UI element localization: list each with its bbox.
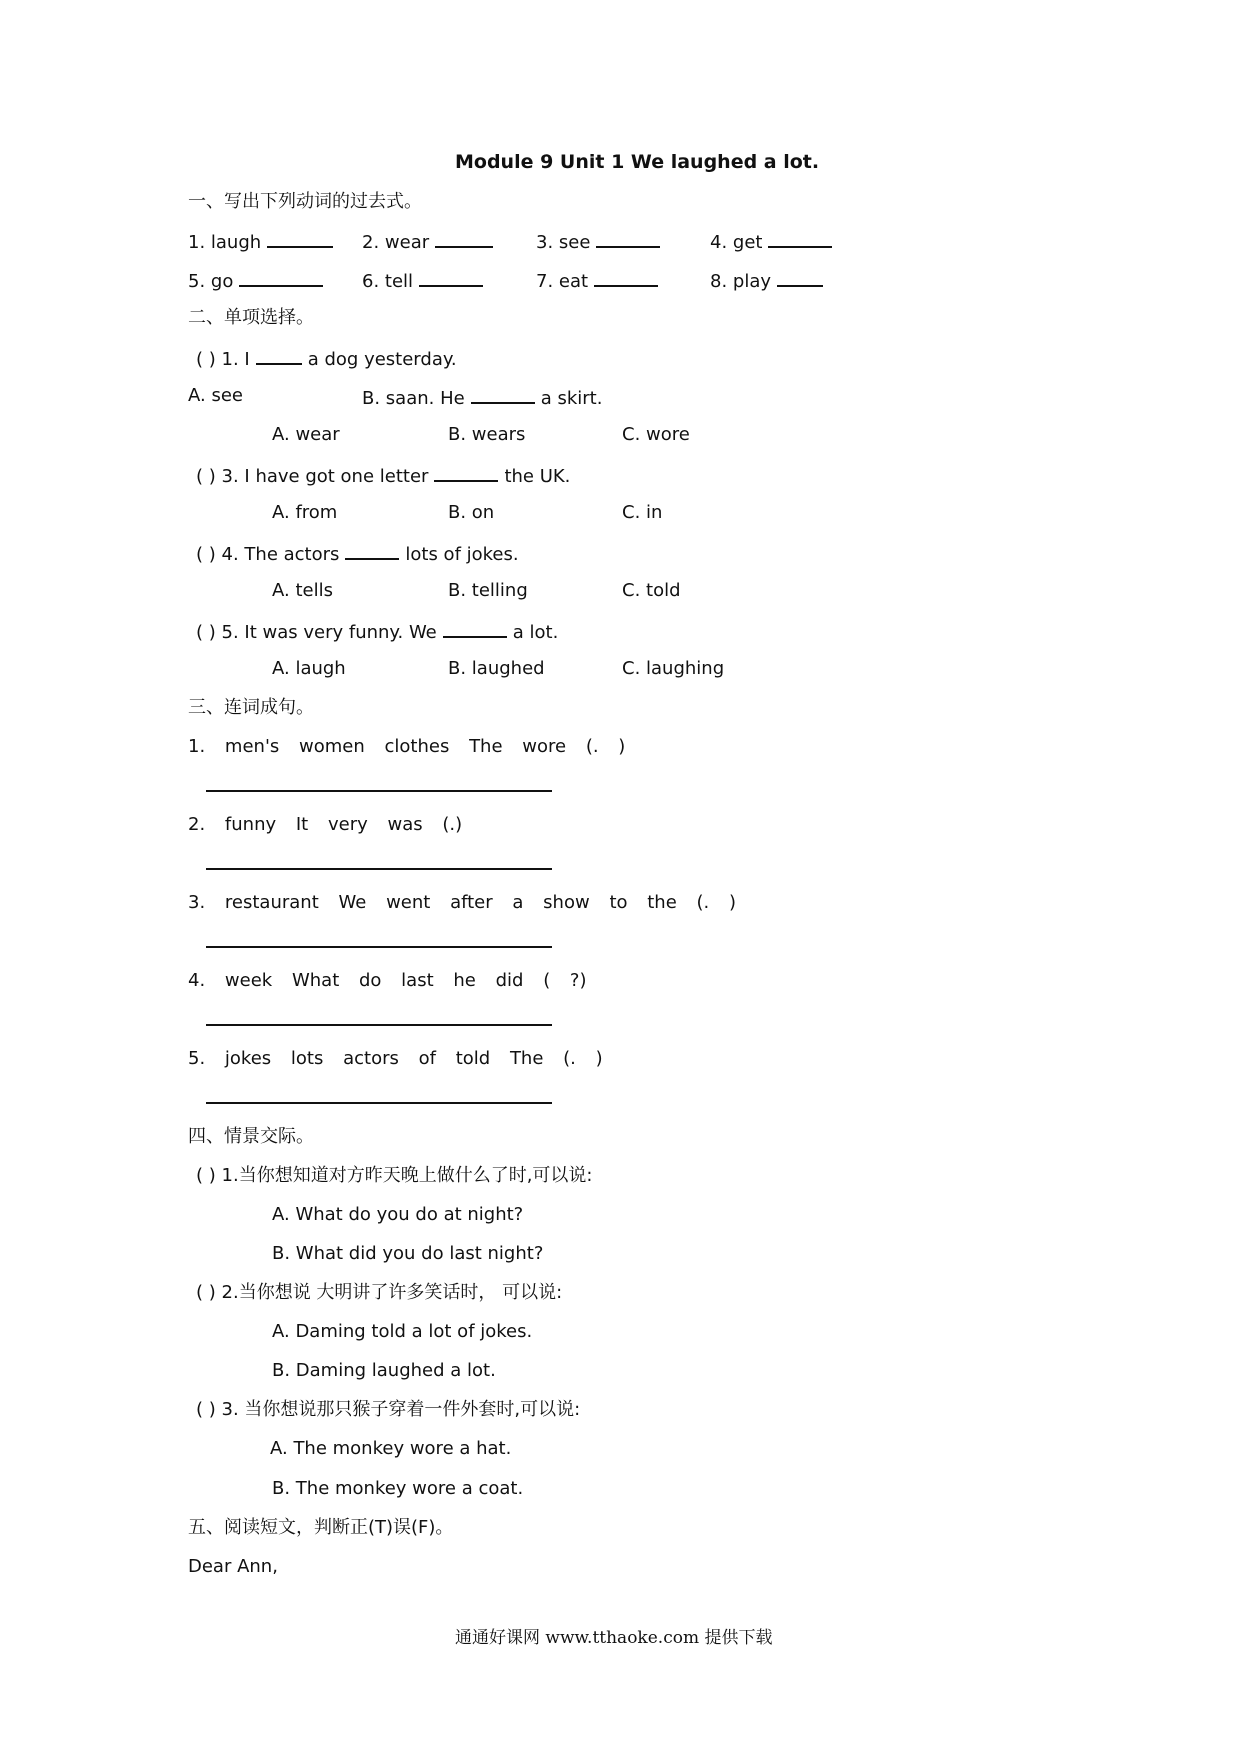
answer-paren: ( )	[196, 1282, 216, 1303]
option: A. laugh	[272, 658, 346, 679]
answer-paren: ( )	[196, 544, 216, 565]
verb-label: 2. wear	[362, 232, 430, 253]
question-text-before: 1. I	[221, 349, 250, 370]
page-footer: 通通好课网 www.tthaoke.com 提供下载	[455, 1628, 773, 1648]
word: very	[327, 814, 368, 835]
option: B. wears	[448, 424, 526, 445]
word: It	[295, 814, 309, 835]
word: clothes	[384, 736, 450, 757]
word: ( ?)	[543, 970, 587, 991]
word: The	[509, 1048, 544, 1069]
answer-paren: ( )	[196, 466, 216, 487]
item-number: 1.	[188, 736, 206, 757]
word: he	[453, 970, 476, 991]
verb-label: 1. laugh	[188, 232, 262, 253]
scramble-item-2	[188, 813, 462, 837]
scramble-item-3	[188, 891, 736, 915]
word: restaurant	[224, 892, 319, 913]
section-4-heading: 四、情景交际。	[188, 1126, 314, 1147]
option: A. wear	[272, 424, 340, 445]
verb-item	[536, 228, 666, 255]
section-3-heading: 三、连词成句。	[188, 697, 314, 718]
mc-question-5	[196, 618, 558, 645]
mc-question-4	[196, 540, 519, 567]
word: do	[358, 970, 382, 991]
option: C. in	[622, 502, 663, 523]
item-number: 2.	[188, 814, 206, 835]
answer-line	[206, 946, 552, 948]
word: week	[224, 970, 273, 991]
word: women	[299, 736, 365, 757]
option: B. on	[448, 502, 495, 523]
word: (. )	[563, 1048, 603, 1069]
option: C. told	[622, 580, 681, 601]
answer-line	[206, 790, 552, 792]
answer-line	[206, 1024, 552, 1026]
answer-paren: ( )	[196, 349, 216, 370]
option: A. from	[272, 502, 338, 523]
verb-item	[362, 267, 489, 294]
word: did	[495, 970, 524, 991]
word: was	[387, 814, 423, 835]
question-text-before: 4. The actors	[221, 544, 340, 565]
verb-item	[188, 228, 339, 255]
item-number: 5.	[188, 1048, 206, 1069]
option: A. Daming told a lot of jokes.	[272, 1321, 533, 1342]
answer-line	[206, 1102, 552, 1104]
word: last	[401, 970, 434, 991]
option: C. laughing	[622, 658, 725, 679]
mc-question-1	[196, 345, 457, 372]
section-2-heading: 二、单项选择。	[188, 307, 314, 328]
mc-question-3	[196, 462, 570, 489]
section-1-heading: 一、写出下列动词的过去式。	[188, 191, 422, 212]
option: A. The monkey wore a hat.	[270, 1438, 512, 1459]
verb-label: 4. get	[710, 232, 763, 253]
question-text: 2.当你想说 大明讲了许多笑话时， 可以说:	[221, 1282, 563, 1303]
verb-item	[188, 267, 329, 294]
word: to	[609, 892, 628, 913]
verb-label: 7. eat	[536, 271, 589, 292]
word: show	[543, 892, 590, 913]
situation-question-2	[196, 1281, 562, 1305]
verb-item	[536, 267, 664, 294]
word: men's	[224, 736, 280, 757]
word: wore	[522, 736, 567, 757]
question-text: 1.当你想知道对方昨天晚上做什么了时,可以说:	[221, 1165, 593, 1186]
verb-item	[710, 228, 838, 255]
verb-label: 6. tell	[362, 271, 414, 292]
option: A. see	[188, 385, 243, 406]
question-text-before: B. saan. He	[362, 388, 465, 409]
verb-item	[710, 267, 829, 294]
mc-question-2	[362, 384, 602, 411]
word: the	[647, 892, 677, 913]
answer-line	[206, 868, 552, 870]
verb-label: 5. go	[188, 271, 234, 292]
word: funny	[224, 814, 277, 835]
item-number: 3.	[188, 892, 206, 913]
word: (. )	[585, 736, 626, 757]
scramble-item-4	[188, 969, 587, 993]
word: actors	[343, 1048, 399, 1069]
word: We	[338, 892, 367, 913]
option: C. wore	[622, 424, 690, 445]
answer-paren: ( )	[196, 622, 216, 643]
scramble-item-5	[188, 1047, 603, 1071]
page-title: Module 9 Unit 1 We laughed a lot.	[455, 151, 820, 173]
item-number: 4.	[188, 970, 206, 991]
question-text-after: a dog yesterday.	[307, 349, 457, 370]
option: B. What did you do last night?	[272, 1243, 544, 1264]
answer-paren: ( )	[196, 1165, 216, 1186]
word: jokes	[224, 1048, 272, 1069]
option: B. laughed	[448, 658, 545, 679]
question-text-after: the UK.	[504, 466, 571, 487]
question-text-after: lots of jokes.	[405, 544, 519, 565]
word: after	[450, 892, 493, 913]
word: (. )	[696, 892, 737, 913]
question-text-before: 5. It was very funny. We	[221, 622, 437, 643]
option: A. tells	[272, 580, 333, 601]
question-text-after: a lot.	[512, 622, 559, 643]
situation-question-1	[196, 1164, 592, 1188]
word: of	[418, 1048, 436, 1069]
option: A. What do you do at night?	[272, 1204, 524, 1225]
word: went	[386, 892, 431, 913]
section-5-heading: 五、阅读短文，判断正(T)误(F)。	[188, 1517, 454, 1538]
question-text-after: a skirt.	[540, 388, 603, 409]
word: (.)	[442, 814, 463, 835]
word: a	[512, 892, 524, 913]
option: B. The monkey wore a coat.	[272, 1478, 524, 1499]
scramble-item-1	[188, 735, 625, 759]
option: B. Daming laughed a lot.	[272, 1360, 496, 1381]
option: B. telling	[448, 580, 528, 601]
word: What	[291, 970, 340, 991]
situation-question-3	[196, 1398, 580, 1422]
verb-label: 8. play	[710, 271, 772, 292]
word: The	[469, 736, 503, 757]
word: told	[455, 1048, 491, 1069]
question-text: 3. 当你想说那只猴子穿着一件外套时,可以说:	[221, 1399, 581, 1420]
letter-greeting: Dear Ann,	[188, 1556, 278, 1577]
question-text-before: 3. I have got one letter	[221, 466, 429, 487]
word: lots	[290, 1048, 324, 1069]
answer-paren: ( )	[196, 1399, 216, 1420]
verb-label: 3. see	[536, 232, 591, 253]
verb-item	[362, 228, 499, 255]
